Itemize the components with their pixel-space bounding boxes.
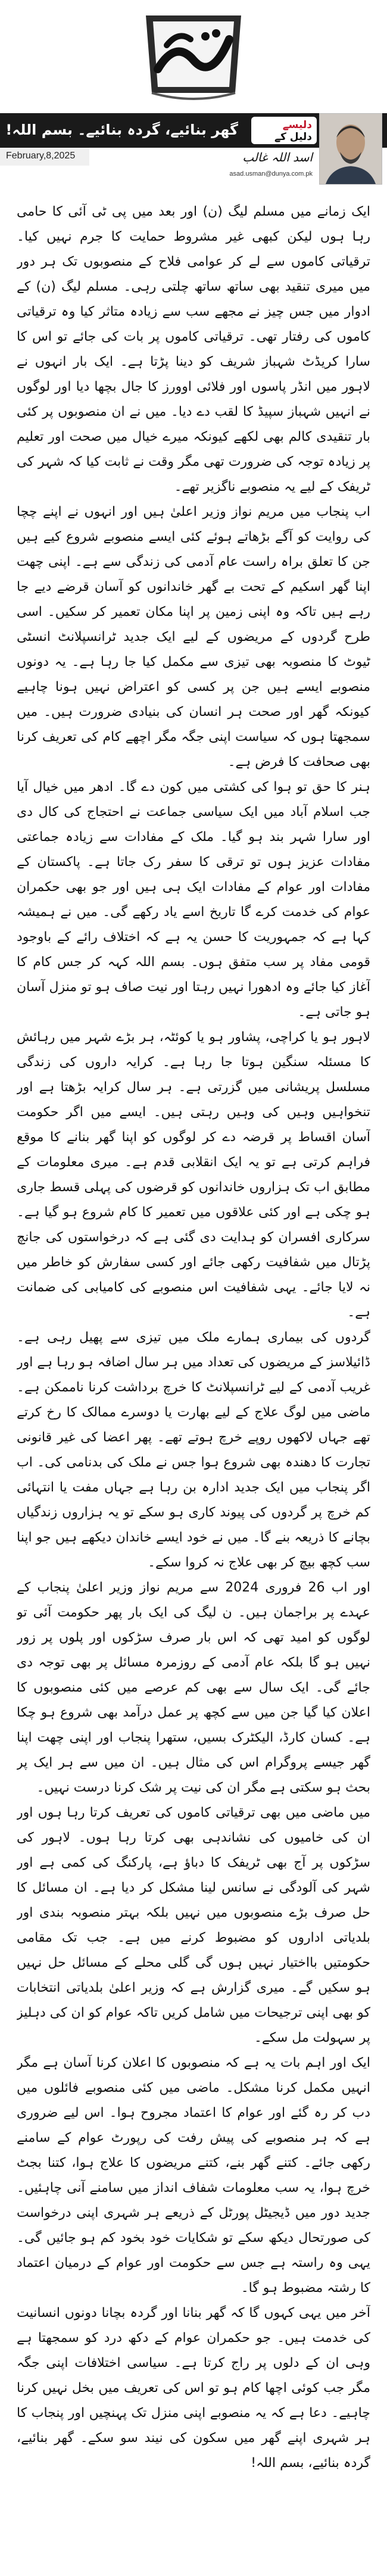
article-paragraph: گردوں کی بیماری ہمارے ملک میں تیزی سے پھیل رہی ہے۔ ڈائیلاسز کے مریضوں کی تعداد میں ہر سال اضافہ ہو رہا ہے اور غریب آدمی کے لیے ٹرانسپلانٹ کا خرچ برداشت کرنا ناممکن ہے۔ ماضی میں لوگ علاج کے لیے بھارت یا دوسرے ممالک کا رخ کرتے تھے جہاں لاکھوں روپے خرچ ہوتے تھے۔ پھر اعضا کی غیر قانونی تجارت کا دھندہ بھی شروع ہوا جس نے ملک کی بدنامی کی۔ اب اگر پنجاب میں ایک جدید ادارہ بن رہا ہے جہاں مفت یا انتہائی کم خرچ پر گردوں کی پیوند کاری ہو سکے تو یہ ہزاروں زندگیاں بچانے کا ذریعہ بنے گا۔ میں نے خود ایسے خاندان دیکھے ہیں جو اپنا سب کچھ بیچ کر بھی علاج نہ کروا سکے۔ (17, 1330, 370, 1570)
brand-box (251, 117, 317, 144)
columnist-photo-icon (319, 113, 382, 185)
author-email: asad.usman@dunya.com.pk (229, 170, 313, 177)
date-box (0, 148, 89, 166)
article-paragraph: اور اب 26 فروری 2024 سے مریم نواز وزیر اعلیٰ پنجاب کے عہدے پر براجمان ہیں۔ ن لیگ کی ایک بار پھر حکومت آئی تو لوگوں کو امید تھی کہ اس بار صرف سڑکوں اور پلوں پر زور نہیں ہو گا بلکہ عام آدمی کے روزمرہ مسائل پر بھی توجہ دی جائے گی۔ ایک سال سے بھی کم عرصے میں کئی منصوبوں کا اعلان کیا گیا جن میں سے کچھ پر عمل درآمد بھی شروع ہو چکا ہے۔ کسان کارڈ، الیکٹرک بسیں، ستھرا پنجاب اور اپنی چھت اپنا گھر جیسے پروگرام اس کی مثال ہیں۔ ان میں سے ہر ایک پر بحث ہو سکتی ہے مگر ان کی نیت پر شک کرنا درست نہیں۔ (17, 1580, 370, 1795)
publication-date: February,8,2025 (6, 151, 76, 161)
article-paragraph: آخر میں یہی کہوں گا کہ گھر بنانا اور گردہ بچانا دونوں انسانیت کی خدمت ہیں۔ جو حکمران عوام کے دکھ درد کو سمجھتا ہے وہی ان کے دلوں پر راج کرتا ہے۔ سیاسی اختلافات اپنی جگہ مگر جب کوئی اچھا کام ہو تو اس کی تعریف میں بخل نہیں کرنا چاہیے۔ دعا ہے کہ یہ منصوبے اپنی منزل تک پہنچیں اور پنجاب کا ہر شہری اپنے گھر میں سکون کی نیند سو سکے۔ گھر بنائیے، گردہ بنائیے، بسم اللہ! (17, 2306, 370, 2471)
article-paragraph: لاہور ہو یا کراچی، پشاور ہو یا کوئٹہ، ہر بڑے شہر میں رہائش کا مسئلہ سنگین ہوتا جا رہا ہے۔ کرایہ داروں کی زندگی مسلسل پریشانی میں گزرتی ہے۔ ہر سال کرایہ بڑھتا ہے اور تنخواہیں وہیں کی وہیں رہتی ہیں۔ ایسے میں اگر حکومت آسان اقساط پر قرضہ دے کر لوگوں کو اپنا گھر بنانے کا موقع فراہم کرتی ہے تو یہ ایک انقلابی قدم ہے۔ میری معلومات کے مطابق اب تک ہزاروں خاندانوں کو قرضوں کی پہلی قسط جاری ہو چکی ہے اور کئی علاقوں میں تعمیر کا کام شروع ہو گیا ہے۔ سرکاری افسران کو ہدایت دی گئی ہے کہ درخواستوں کی جانچ پڑتال میں شفافیت رکھی جائے اور کسی سفارش کو خاطر میں نہ لایا جائے۔ یہی شفافیت اس منصوبے کی کامیابی کی ضمانت ہے۔ (17, 1030, 370, 1320)
article-paragraph: ہنر کا حق تو ہوا کی کشتی میں کون دے گا۔ ادھر میں خیال آیا جب اسلام آباد میں ایک سیاسی جماعت نے احتجاج کی کال دی اور سارا شہر بند ہو گیا۔ ملک کے مفادات سے زیادہ جماعتی مفادات عزیز ہوں تو ترقی کا سفر رک جاتا ہے۔ پاکستان کے مفادات اور عوام کے مفادات ایک ہی ہیں اور جو بھی حکمران عوام کی خدمت کرے گا تاریخ اسے یاد رکھے گی۔ میں نے ہمیشہ کہا ہے کہ جمہوریت کا حسن یہ ہے کہ اختلاف رائے کے باوجود قومی مفاد پر سب متفق ہوں۔ بسم اللہ کہہ کر جس کام کا آغاز کیا جائے وہ ادھورا نہیں رہتا اور نیت صاف ہو تو منزل آسان ہو جاتی ہے۔ (17, 780, 370, 1020)
article-body (17, 200, 370, 2546)
article-paragraph: میں ماضی میں بھی ترقیاتی کاموں کی تعریف کرتا رہا ہوں اور ان کی خامیوں کی نشاندہی بھی کرتا رہا ہوں۔ لاہور کی سڑکوں پر آج بھی ٹریفک کا دباؤ ہے، پارکنگ کی کمی ہے اور شہر کی آلودگی نے سانس لینا مشکل کر دیا ہے۔ ان مسائل کا حل صرف بڑے منصوبوں میں نہیں بلکہ بہتر منصوبہ بندی اور بلدیاتی اداروں کو مضبوط کرنے میں ہے۔ جب تک مقامی حکومتیں بااختیار نہیں ہوں گی گلی محلے کے مسائل حل نہیں ہو سکیں گے۔ میری گزارش ہے کہ وزیر اعلیٰ بلدیاتی انتخابات کو بھی اپنی ترجیحات میں شامل کریں تاکہ عوام کو ان کی دہلیز پر سہولت مل سکے۔ (17, 1805, 370, 2045)
article-paragraph: ایک زمانے میں مسلم لیگ (ن) اور بعد میں پی ٹی آئی کا حامی رہا ہوں لیکن کبھی غیر مشروط حمایت کا جرم نہیں کیا۔ ترقیاتی کاموں سے لے کر عوامی فلاح کے منصوبوں تک ہر دور میں میری تنقید بھی ساتھ ساتھ چلتی رہی۔ مسلم لیگ (ن) کے ادوار میں جس چیز نے مجھے سب سے زیادہ متاثر کیا وہ ترقیاتی کاموں کی رفتار تھی۔ ترقیاتی کاموں پر بات کی جائے تو اس کا سارا کریڈٹ شہباز شریف کو دینا پڑتا ہے۔ ایک بار انہوں نے لاہور میں انڈر پاسوں اور فلائی اوورز کا جال بچھا دیا اور لوگوں نے انہیں شہباز سپیڈ کا لقب دے دیا۔ میں نے ان منصوبوں پر کئی بار تنقیدی کالم بھی لکھے کیونکہ میرے خیال میں صحت اور تعلیم پر زیادہ توجہ کی ضرورت تھی مگر وقت نے ثابت کیا کہ شہر کی ٹریفک کے لیے یہ منصوبے ناگزیر تھے۔ (17, 204, 370, 494)
dunya-newspaper-logo-icon (134, 4, 253, 105)
brand-line-1: دلیسے (282, 119, 312, 131)
brand-line-2: دلیل کے (274, 131, 312, 143)
article-paragraph: ایک اور اہم بات یہ ہے کہ منصوبوں کا اعلان کرنا آسان ہے مگر انہیں مکمل کرنا مشکل۔ ماضی میں کئی منصوبے فائلوں میں دب کر رہ گئے اور عوام کا اعتماد مجروح ہوا۔ اس لیے ضروری ہے کہ ہر منصوبے کی پیش رفت کی رپورٹ عوام کے سامنے رکھی جائے۔ کتنے گھر بنے، کتنے مریضوں کا علاج ہوا، کتنا بجٹ خرچ ہوا، یہ سب معلومات شفاف انداز میں سامنے آنی چاہئیں۔ جدید دور میں ڈیجیٹل پورٹل کے ذریعے ہر شہری اپنی درخواست کی صورتحال دیکھ سکے تو شکایات خود بخود کم ہو جائیں گی۔ یہی وہ راستہ ہے جس سے حکومت اور عوام کے درمیان اعتماد کا رشتہ مضبوط ہو گا۔ (17, 2055, 370, 2295)
column-title: گھر بنائیے، گردہ بنائیے۔ بسم اللہ! (5, 122, 238, 138)
masthead (0, 0, 387, 113)
column-header (0, 113, 387, 194)
author-signature: اسد اللہ غالب (242, 150, 313, 164)
article-paragraph: اب پنجاب میں مریم نواز وزیر اعلیٰ ہیں اور انہوں نے اپنے چچا کی روایت کو آگے بڑھاتے ہوئے کئی ایسے منصوبے شروع کیے ہیں جن کا تعلق براہ راست عام آدمی کی زندگی سے ہے۔ اپنی چھت اپنا گھر اسکیم کے تحت بے گھر خاندانوں کو آسان قرضے دیے جا رہے ہیں تاکہ وہ اپنی زمین پر اپنا مکان تعمیر کر سکیں۔ اسی طرح گردوں کے مریضوں کے لیے ایک جدید ٹرانسپلانٹ انسٹی ٹیوٹ کا منصوبہ بھی تیزی سے مکمل کیا جا رہا ہے۔ یہ دونوں منصوبے ایسے ہیں جن پر کسی کو اعتراض نہیں ہونا چاہیے کیونکہ گھر اور صحت ہر انسان کی بنیادی ضرورت ہیں۔ میں سمجھتا ہوں کہ سیاست اپنی جگہ مگر اچھے کام کی تعریف کرنا بھی صحافت کا فرض ہے۔ (17, 504, 370, 770)
